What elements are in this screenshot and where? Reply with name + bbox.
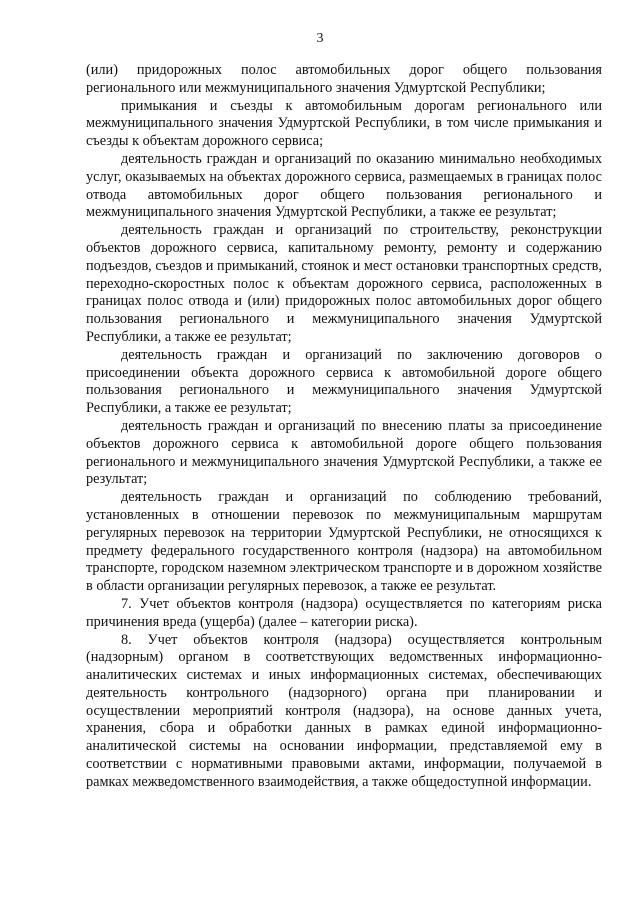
paragraph-minimal-services: деятельность граждан и организаций по оказанию минимально необходимых услуг, оказываемых на объектах дорожного сервиса, размещаемых в границах полос отвода автомобильных дорог общего пользования регионального и межмуниципального значения Удмуртской Республики, а также ее результат; — [86, 150, 602, 221]
paragraph-contracts: деятельность граждан и организаций по заключению договоров о присоединении объекта дорожного сервиса к автомобильной дороге общего пользования регионального и межмуниципального значения Удмуртской Республики, а также ее результат; — [86, 346, 602, 417]
document-body — [86, 62, 602, 792]
paragraph-transport-requirements: деятельность граждан и организаций по соблюдению требований, установленных в отношении перевозок по межмуниципальным маршрутам регулярных перевозок на территории Удмуртской Республики, не относящихся к предмету федерального государственного контроля (надзора) на автомобильном транспорте, городском наземном электрическом транспорте и в дорожном хозяйстве в области организации регулярных перевозок, а также ее результат. — [86, 489, 602, 595]
paragraph-item-7: 7. Учет объектов контроля (надзора) осуществляется по категориям риска причинения вреда (ущерба) (далее – категории риска). — [86, 595, 602, 630]
paragraph-road-strips: (или) придорожных полос автомобильных дорог общего пользования регионального или межмуниципального значения Удмуртской Республики; — [86, 62, 602, 96]
page-number: 3 — [316, 31, 324, 46]
paragraph-construction: деятельность граждан и организаций по строительству, реконструкции объектов дорожного сервиса, капитальному ремонту, ремонту и содержанию подъездов, съездов и примыканий, стоянок и мест остановки транспортных средств, переходно-скоростных полос к объектам дорожного сервиса, расположенных в границах полос отвода и (или) придорожных полос автомобильных дорог общего пользования регионального и межмуниципального значения Удмуртской Республики, а также ее результат; — [86, 222, 602, 345]
paragraph-item-8: 8. Учет объектов контроля (надзора) осуществляется контрольным (надзорным) органом в соответствующих ведомственных информационно-аналитических системах и иных информационных системах, обеспечивающих деятельность контрольного (надзорного) органа при планировании и осуществлении мероприятий контроля (надзора), на основе данных учета, хранения, сбора и обработки данных в рамках единой информационно-аналитической системы на основании информации, представляемой ему в соответствии с нормативными правовыми актами, информации, получаемой в рамках межведомственного взаимодействия, а также общедоступной информации. — [86, 631, 602, 790]
paragraph-fees: деятельность граждан и организаций по внесению платы за присоединение объектов дорожного сервиса к автомобильной дороге общего пользования регионального и межмуниципального значения Удмуртской Республики, а также ее результат; — [86, 417, 602, 488]
paragraph-junctions: примыкания и съезды к автомобильным дорогам регионального или межмуниципального значения Удмуртской Республики, в том числе примыкания и съезды к объектам дорожного сервиса; — [86, 97, 602, 150]
